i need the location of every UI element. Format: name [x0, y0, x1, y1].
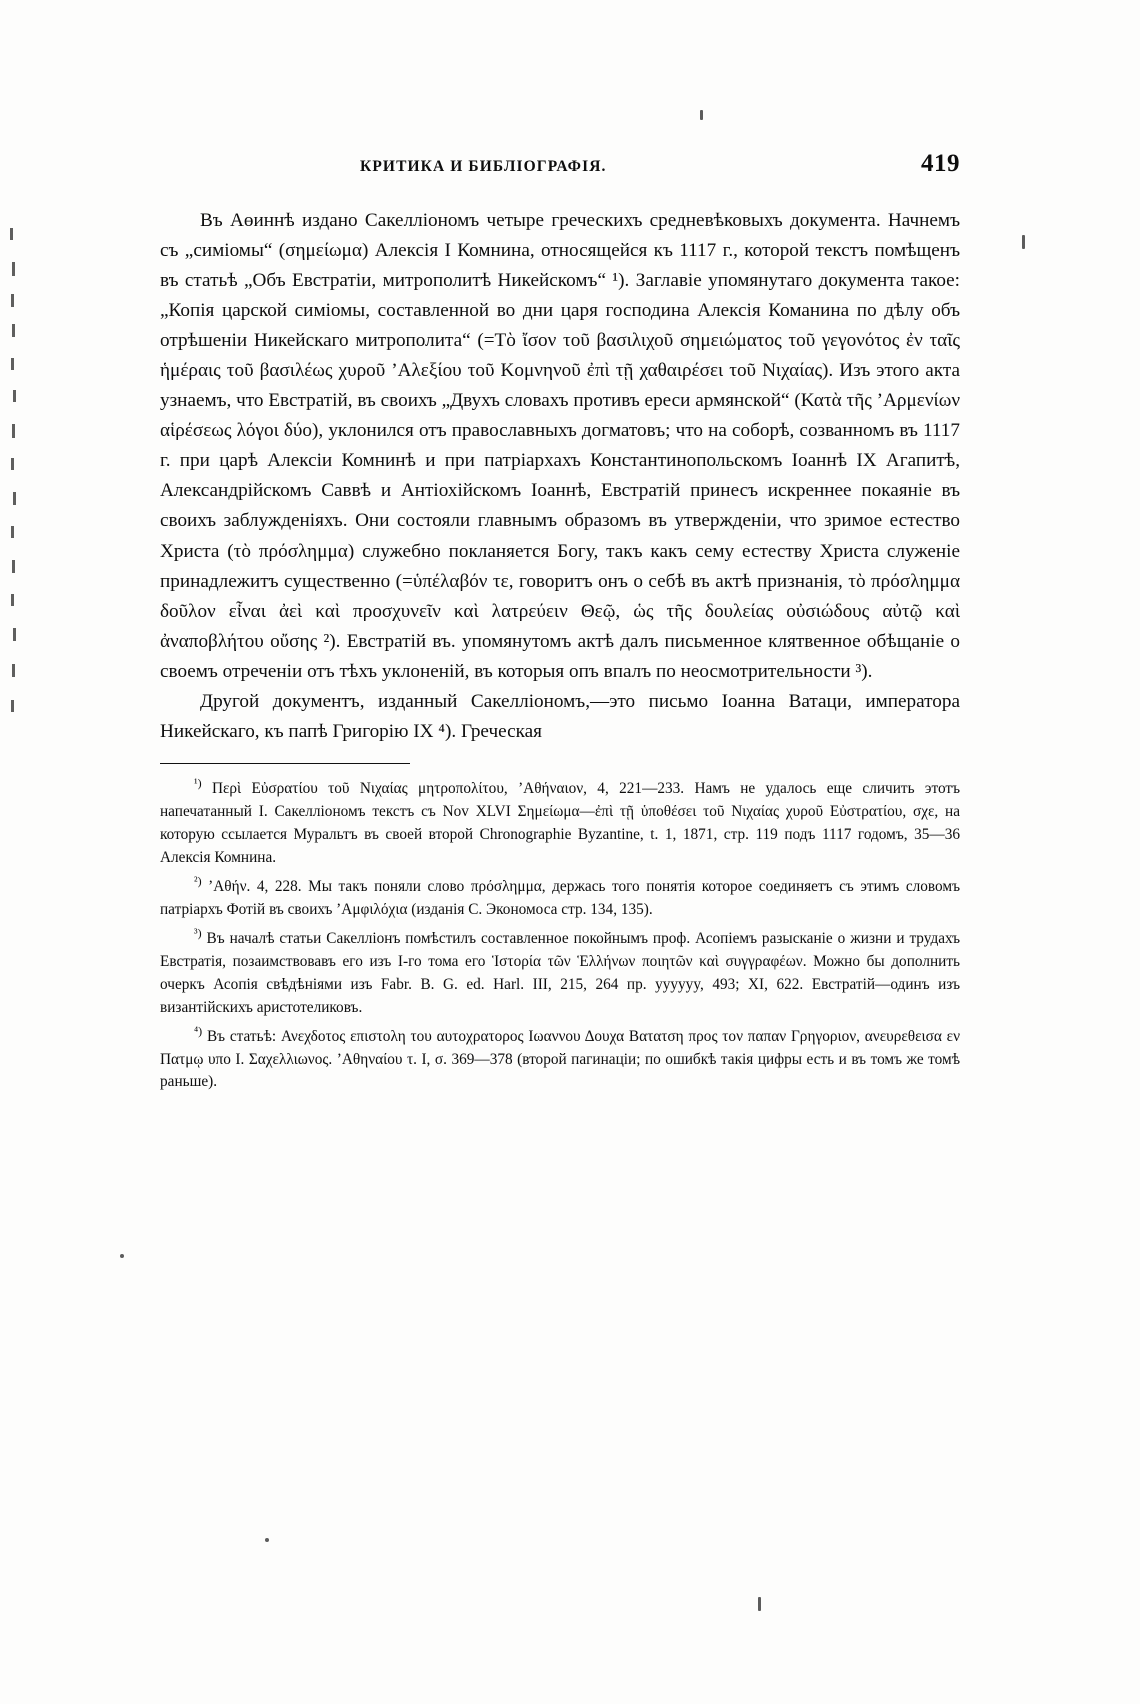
- scan-speckle: [12, 664, 15, 677]
- page-content: [160, 150, 960, 1096]
- footnote-3-text: Въ началѣ статьи Сакелліонъ помѣстилъ составленное покойнымъ проф. Асопіемъ разысканіе о жизни и трудахъ Евстратія, позаимствовавъ его изъ I-го тома его Ἱστορία τῶν Ἑλλήνων ποιητῶν καὶ συγγραφέων. Можно бы дополнить очеркъ Асопія свѣдѣніями изъ Fabr. B. G. ed. Harl. III, 215, 264 пр. yyyyyy, 493; XI, 622. Евстратій—одинъ изъ византійскихъ аристотеликовъ.: [160, 929, 960, 1016]
- scan-speckle: [13, 492, 16, 505]
- scan-speckle: [120, 1254, 124, 1258]
- scan-speckle: [13, 390, 16, 402]
- footnote-1: [160, 774, 960, 870]
- footnote-4-marker: ⁴): [194, 1023, 203, 1038]
- scan-speckle: [10, 228, 13, 240]
- scan-speckle: [11, 294, 14, 307]
- footnote-3-marker: ³): [194, 925, 202, 940]
- paragraph-1: Въ Аөиннѣ издано Сакелліономъ четыре греческихъ средневѣковыхъ документа. Начнемъ съ „симіомы“ (σημείωμα) Алексія I Комнина, относящейся къ 1117 г., которой текстъ помѣщенъ въ статьѣ „Объ Евстратіи, митрополитѣ Никейскомъ“ ¹). Заглавіе упомянутаго документа такое: „Копія царской симіомы, составленной во дни царя господина Алексія Команина по дѣлу объ отрѣшеніи Никейскаго митрополита“ (=Τὸ ἴσον τοῦ βασιλιχοῦ σημειώματος τοῦ γεγονότος ἐν ταῖς ἡμέραις τοῦ βασιλέως χυροῦ ’Αλεξίου τοῦ Κομνηνοῦ ἐπὶ τῇ χαθαιρέσει τοῦ Νιχαίας). Изъ этого акта узнаемъ, что Евстратій, въ своихъ „Двухъ словахъ противъ ереси армянской“ (Κατὰ τῆς ’Αρμενίων αἱρέσεως λόγοι δύο), уклонился отъ православныхъ догматовъ; что на соборѣ, созванномъ въ 1117 г. при царѣ Алексіи Комнинѣ и при патріархахъ Константинопольскомъ Іоаннѣ IX Агапитѣ, Александрійскомъ Саввѣ и Антіохійскомъ Іоаннѣ, Евстратій принесъ искреннее покаяніе въ своихъ заблужденіяхъ. Они состояли главнымъ образомъ въ утвержденіи, что зримое естество Христа (τὸ πρόσλημμα) служебно покланяется Богу, такъ какъ сему естеству Христа служеніе принадлежитъ существенно (=ὑπέλαβόν τε, говоритъ онъ о себѣ въ актѣ признанія, τὸ πρόσλημμα δοῦλον εἶναι ἀεὶ καὶ προσχυνεῖν καὶ λατρεύειν Θεῷ, ὡς τῆς δουλείας οὐσιώδους αὐτῷ καὶ ἀναποβλήτου οὔσης ²). Евстратій въ. упомянутомъ актѣ далъ письменное клятвенное обѣщаніе о своемъ отреченіи отъ тѣхъ уклоненій, въ которыя опъ впалъ по неосмотрительности ³).: [160, 210, 960, 682]
- scan-speckle: [758, 1597, 761, 1611]
- scan-speckle: [700, 110, 703, 120]
- page-number: 419: [921, 150, 960, 177]
- scan-speckle: [12, 560, 15, 573]
- scan-speckle: [11, 458, 14, 470]
- scan-speckle: [1022, 235, 1025, 249]
- running-head: КРИТИКА И БИБЛІОГРАФІЯ.: [360, 158, 607, 175]
- scan-speckle: [11, 526, 14, 538]
- scan-speckle: [11, 594, 14, 606]
- page-header: [160, 150, 960, 178]
- scan-speckle: [12, 324, 15, 337]
- footnote-rule: [160, 763, 410, 764]
- footnote-2: [160, 872, 960, 922]
- footnote-2-text: ’Αθήν. 4, 228. Мы такъ поняли слово πρόσλημμα, держась того понятія которое соединяетъ съ этимъ словомъ патріархъ Фотій въ своихъ ’Αμφιλόχια (изданія С. Экономоса стр. 134, 135).: [160, 877, 960, 918]
- scan-speckle: [11, 700, 14, 712]
- scan-speckle: [13, 628, 16, 641]
- body-text: [160, 206, 960, 747]
- scan-speckle: [265, 1538, 269, 1542]
- footnote-4: [160, 1022, 960, 1095]
- footnote-4-text: Въ статьѣ: Ανεχδοτος επιστολη του αυτοχρατορος Ιωαννου Δουχα Βατατση προς τον παπαν Γρηγοριον, ανευρεθεισα εν Πατμῳ υπο I. Σαχελλιωνος. ’Αθηναίου τ. I, σ. 369—378 (второй пагинаціи; по ошибкѣ такія цифры есть и въ томъ же томѣ раньше).: [160, 1027, 961, 1091]
- footnotes: [160, 774, 960, 1095]
- footnote-1-marker: ¹): [194, 775, 202, 790]
- scan-speckle: [12, 424, 15, 438]
- footnote-3: [160, 924, 960, 1020]
- footnote-2-marker: ²): [194, 873, 202, 888]
- scan-speckle: [11, 358, 14, 370]
- paragraph-2: Другой документъ, изданный Сакелліономъ,—это письмо Іоанна Ватаци, императора Никейскаго, къ папѣ Григорію IX ⁴). Греческая: [160, 690, 960, 742]
- footnote-1-text: Περὶ Εὐσρατίου τοῦ Νιχαίας μητροπολίτου, ’Αθήναιον, 4, 221—233. Намъ не удалось еще сличить этотъ напечатанный I. Сакелліономъ текстъ съ Nov XLVI Σημείωμα—ἐπὶ τῇ ὑποθέσει τοῦ Νιχαίας χυροῦ Εὐστρατίου, σχε, на которую ссылается Муральтъ въ своей второй Chronographie Byzantine, t. 1, 1871, стр. 119 подъ 1117 годомъ, 35—36 Алексія Комнина.: [160, 779, 960, 866]
- scan-speckle: [12, 262, 15, 276]
